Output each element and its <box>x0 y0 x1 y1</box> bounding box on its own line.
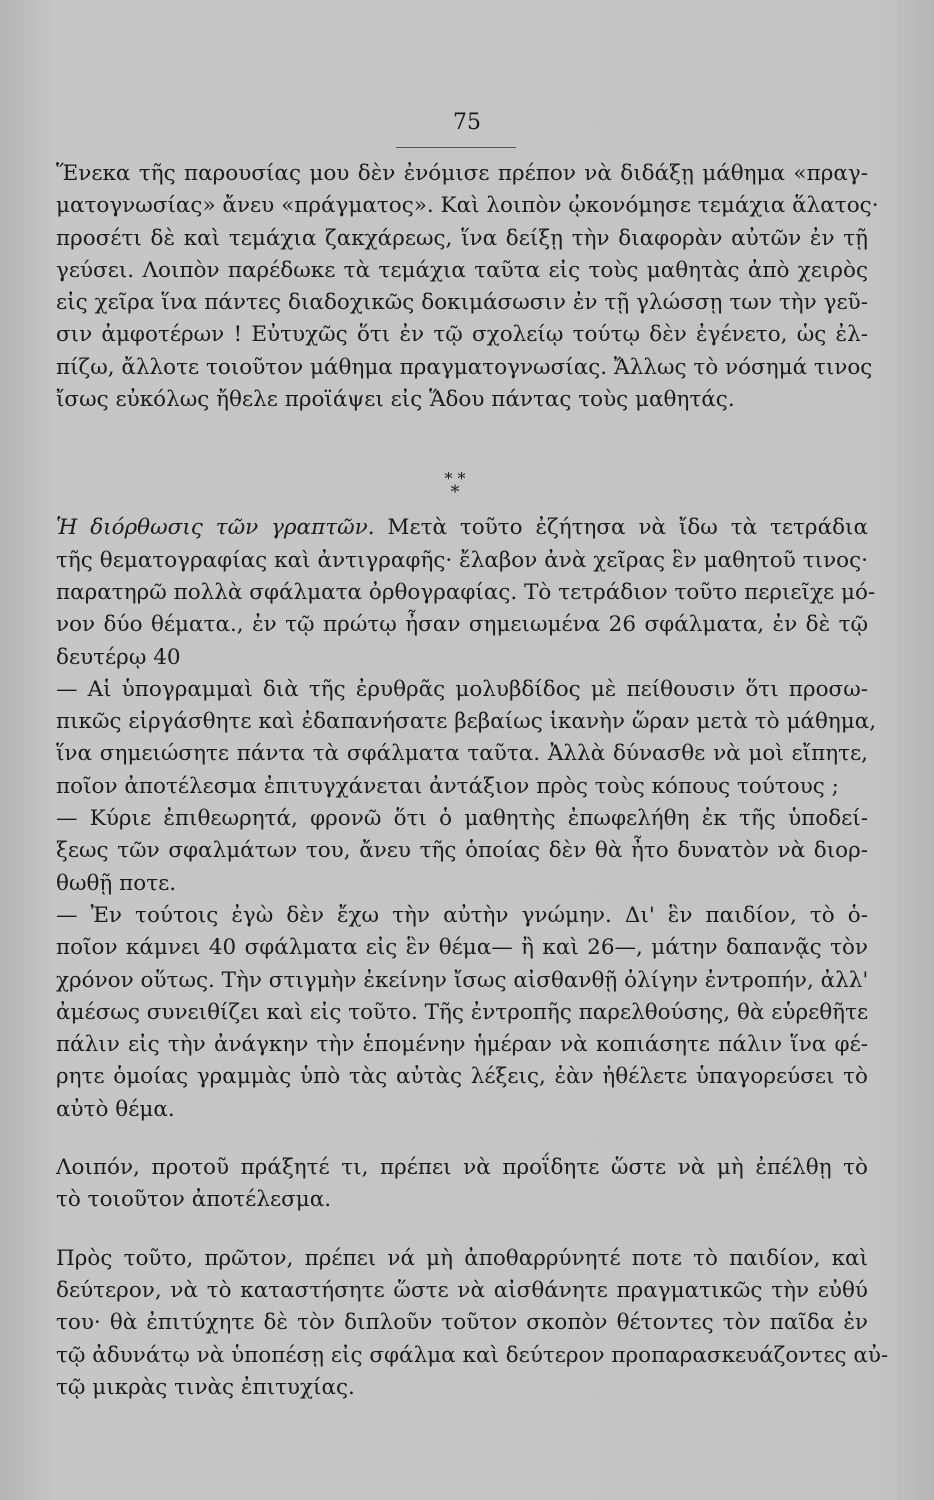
text-line: ξεως τῶν σφαλμάτων του, ἄνευ τῆς ὁποίας δὲν θὰ ἦτο δυνατὸν νὰ διορ- <box>56 838 868 864</box>
text-line: προσέτι δὲ καὶ τεμάχια ζακχάρεως, ἵνα δείξῃ τὴν διαφορὰν αὐτῶν ἐν τῇ <box>56 225 868 251</box>
text-line: πάλιν εἰς τὴν ἀνάγκην τὴν ἑπομένην ἡμέραν νὰ κοπιάσητε πάλιν ἵνα φέ- <box>56 1032 868 1058</box>
text-line: ἵνα σημειώσητε πάντα τὰ σφάλματα ταῦτα. Ἀλλὰ δύνασθε νὰ μοὶ εἴπητε, <box>56 741 868 767</box>
text-line <box>56 512 868 544</box>
text-line: δεύτερον, νὰ τὸ καταστήσητε ὥστε νὰ αἰσθάνητε πραγματικῶς τὴν εὐθύ <box>56 1277 868 1303</box>
text-line: Ἕνεκα τῆς παρουσίας μου δὲν ἐνόμισε πρέπον νὰ διδάξῃ μάθημα «πραγ- <box>56 161 868 186</box>
text-line: Πρὸς τοῦτο, πρῶτον, πρέπει νά μὴ ἀποθαρρύνητέ ποτε τὸ παιδίον, καὶ <box>56 1245 868 1271</box>
text-line: δευτέρῳ 40 <box>56 644 181 670</box>
text-line: τὸ τοιοῦτον ἀποτέλεσμα. <box>56 1187 332 1213</box>
text-line: ἀμέσως συνειθίζει καὶ εἰς τοῦτο. Τῆς ἐντροπῆς παρελθούσης, θὰ εὑρεθῆτε <box>56 999 869 1025</box>
text-line: τῆς θεματογραφίας καὶ ἀντιγραφῆς· ἔλαβον ἀνὰ χεῖρας ἓν μαθητοῦ τινος· <box>56 547 868 573</box>
text-line: θωθῇ ποτε. <box>56 870 177 896</box>
text-line: Λοιπόν, προτοῦ πράξητέ τι, πρέπει νὰ προΐδητε ὥστε νὰ μὴ ἐπέλθῃ τὸ <box>56 1155 868 1181</box>
text-line: — Αἱ ὑπογραμμαὶ διὰ τῆς ἐρυθρᾶς μολυβδίδος μὲ πείθουσιν ὅτι προσω- <box>56 676 868 702</box>
text-line: ματογνωσίας» ἄνευ «πράγματος». Καὶ λοιπὸν ᾠκονόμησε τεμάχια ἅλατος· <box>56 193 879 219</box>
text-line: τῷ ἀδυνάτῳ νὰ ὑποπέσῃ εἰς σφάλμα καὶ δεύτερον προπαρασκευάζοντες αὐ- <box>56 1342 889 1368</box>
text-line: νον δύο θέματα., ἐν τῷ πρώτῳ ἦσαν σημειωμένα 26 σφάλματα, ἐν δὲ τῷ <box>56 612 868 638</box>
text-line: πίζω, ἄλλοτε τοιοῦτον μάθημα πραγματογνωσίας. Ἄλλως τὸ νόσημά τινος <box>56 354 873 380</box>
text-line: τῷ μικρὰς τινὰς ἐπιτυχίας. <box>56 1374 355 1400</box>
spacer <box>56 416 868 512</box>
text-line: ρητε ὁμοίας γραμμὰς ὑπὸ τὰς αὐτὰς λέξεις, ἐὰν ἠθέλετε ὑπαγορεύσει τὸ <box>56 1064 868 1090</box>
text-line: ποῖον ἀποτέλεσμα ἐπιτυγχάνεται ἀντάξιον πρὸς τοὺς κόπους τούτους ; <box>56 773 839 799</box>
text-line: ποῖον κάμνει 40 σφάλματα εἰς ἓν θέμα— ἢ καὶ 26—, μάτην δαπανᾷς τὸν <box>56 935 868 961</box>
text-line: παρατηρῶ πολλὰ σφάλματα ὀρθογραφίας. Τὸ τετράδιον τοῦτο περιεῖχε μό- <box>56 579 876 605</box>
text-line: — Κύριε ἐπιθεωρητά, φρονῶ ὅτι ὁ μαθητὴς ἐπωφελήθη ἐκ τῆς ὑποδεί- <box>56 806 868 832</box>
paragraph-6 <box>56 1152 868 1217</box>
header-rule <box>396 147 516 148</box>
spacer <box>56 1217 868 1243</box>
asterism-top: * * <box>444 469 466 488</box>
text-line: πικῶς εἰργάσθητε καὶ ἐδαπανήσατε βεβαίως ἱκανὴν ὥραν μετὰ τὸ μάθημα, <box>56 709 877 735</box>
text-line: — Ἐν τούτοις ἐγὼ δὲν ἔχω τὴν αὐτὴν γνώμην. Δι' ἓν παιδίον, τὸ ὁ- <box>56 902 868 928</box>
text-line: γεύσει. Λοιπὸν παρέδωκε τὰ τεμάχια ταῦτα εἰς τοὺς μαθητὰς ἀπὸ χειρὸς <box>56 257 868 283</box>
text-line: του· θὰ ἐπιτύχητε δὲ τὸν διπλοῦν τοῦτον σκοπὸν θέτοντες τὸν παῖδα ἐν <box>56 1310 868 1336</box>
text-line: σιν ἀμφοτέρων ! Εὐτυχῶς ὅτι ἐν τῷ σχολείῳ τούτῳ δὲν ἐγένετο, ὡς ἐλ- <box>56 322 868 348</box>
paragraph-2 <box>56 512 876 673</box>
paragraph-5 <box>56 900 868 1126</box>
paragraph-3 <box>56 674 877 803</box>
paragraph-1 <box>56 158 879 416</box>
body-text <box>56 158 889 1404</box>
text-line: αὐτὸ θέμα. <box>56 1096 175 1122</box>
text-line: χρόνον οὕτως. Τὴν στιγμὴν ἐκείνην ἴσως αἰσθανθῇ ὀλίγην ἐντροπήν, ἀλλ' <box>56 967 869 993</box>
paragraph-4 <box>56 803 868 900</box>
asterism-bottom: * <box>450 482 460 503</box>
spacer <box>56 1126 868 1152</box>
text-line: εἰς χεῖρα ἵνα πάντες διαδοχικῶς δοκιμάσωσιν ἐν τῇ γλώσσῃ των τὴν γεῦ- <box>56 290 868 316</box>
text-line: ἴσως εὐκόλως ἤθελε προϊάψει εἰς Ἅδου πάντας τοὺς μαθητάς. <box>56 387 735 413</box>
section-title: Ἡ διόρθωσις τῶν γραπτῶν. <box>56 515 375 541</box>
paragraph-7 <box>56 1243 889 1404</box>
text-run: Μετὰ τοῦτο ἐζήτησα νὰ ἴδω τὰ τετράδια <box>374 515 868 541</box>
page-number: 75 <box>453 110 481 135</box>
